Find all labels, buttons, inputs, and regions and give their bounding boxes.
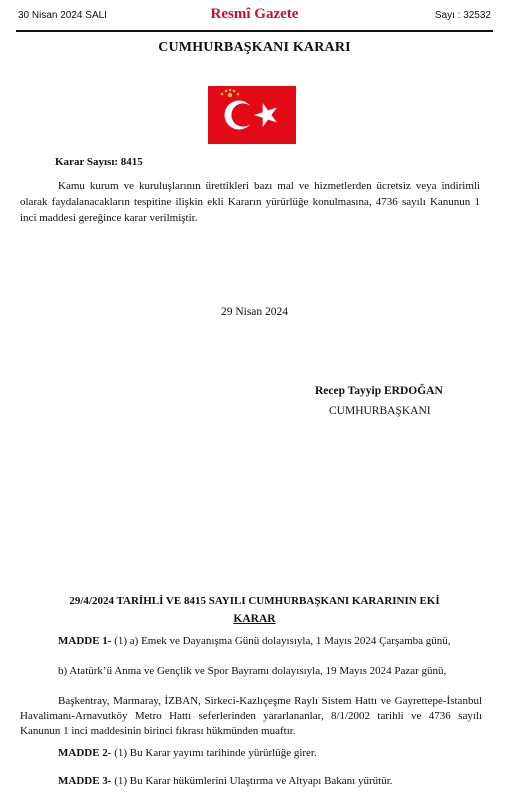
attachment-subtitle: KARAR [233, 613, 276, 625]
attachment-title: 29/4/2024 TARİHLİ VE 8415 SAYILI CUMHURBAŞKANI KARARININ EKİ [69, 595, 440, 607]
article-1-b: b) Atatürk’ü Anma ve Gençlik ve Spor Bayramı dolayısıyla, 19 Mayıs 2024 Pazar günü, [58, 665, 447, 677]
signatory-role: CUMHURBAŞKANI [329, 405, 431, 417]
gazette-name: Resmî Gazete [210, 6, 299, 22]
decision-number: Karar Sayısı: 8415 [55, 156, 143, 168]
article-3 [20, 774, 482, 789]
intro-paragraph: Kamu kurum ve kuruluşlarının ürettikleri bazı mal ve hizmetlerden ücretsiz veya indirimli olarak faydalanacakların tespitine ilişkin ekli Kararın yürürlüğe konulmasına, 4736 sayılı Kanunun 1 inci maddesi gereğince karar verilmiştir. [20, 180, 480, 224]
article-1-c: Başkentray, Marmaray, İZBAN, Sirkeci-Kazlıçeşme Raylı Sistem Hattı ve Gayrettepe-İstanbul Havalimanı-Arnavutköy Metro Hattı seferlerinden yararlananlar, 8/1/2002 tarihli ve 4736 sayılı Kanunun 1 inci maddesinin birinci fıkrası hükmünden muaftır. [20, 695, 482, 737]
issue-number: Sayı : 32532 [434, 10, 491, 21]
article-2-label: MADDE 2- [58, 747, 112, 759]
article-2-text: (1) Bu Karar yayımı tarihinde yürürlüğe girer. [114, 747, 317, 759]
issue-date: 30 Nisan 2024 SALI [18, 10, 107, 21]
article-1-label: MADDE 1- [58, 635, 112, 647]
turkish-flag-icon [208, 86, 296, 144]
article-2 [20, 746, 482, 761]
page-title: CUMHURBAŞKANI KARARI [158, 40, 351, 55]
article-1-a [20, 634, 482, 649]
article-3-label: MADDE 3- [58, 775, 112, 787]
signatory-name: Recep Tayyip ERDOĞAN [315, 385, 443, 397]
decision-date: 29 Nisan 2024 [220, 306, 289, 318]
article-3-text: (1) Bu Karar hükümlerini Ulaştırma ve Altyapı Bakanı yürütür. [114, 775, 393, 787]
article-1-a-text: (1) a) Emek ve Dayanışma Günü dolayısıyla, 1 Mayıs 2024 Çarşamba günü, [114, 635, 451, 647]
header-divider [16, 30, 493, 32]
